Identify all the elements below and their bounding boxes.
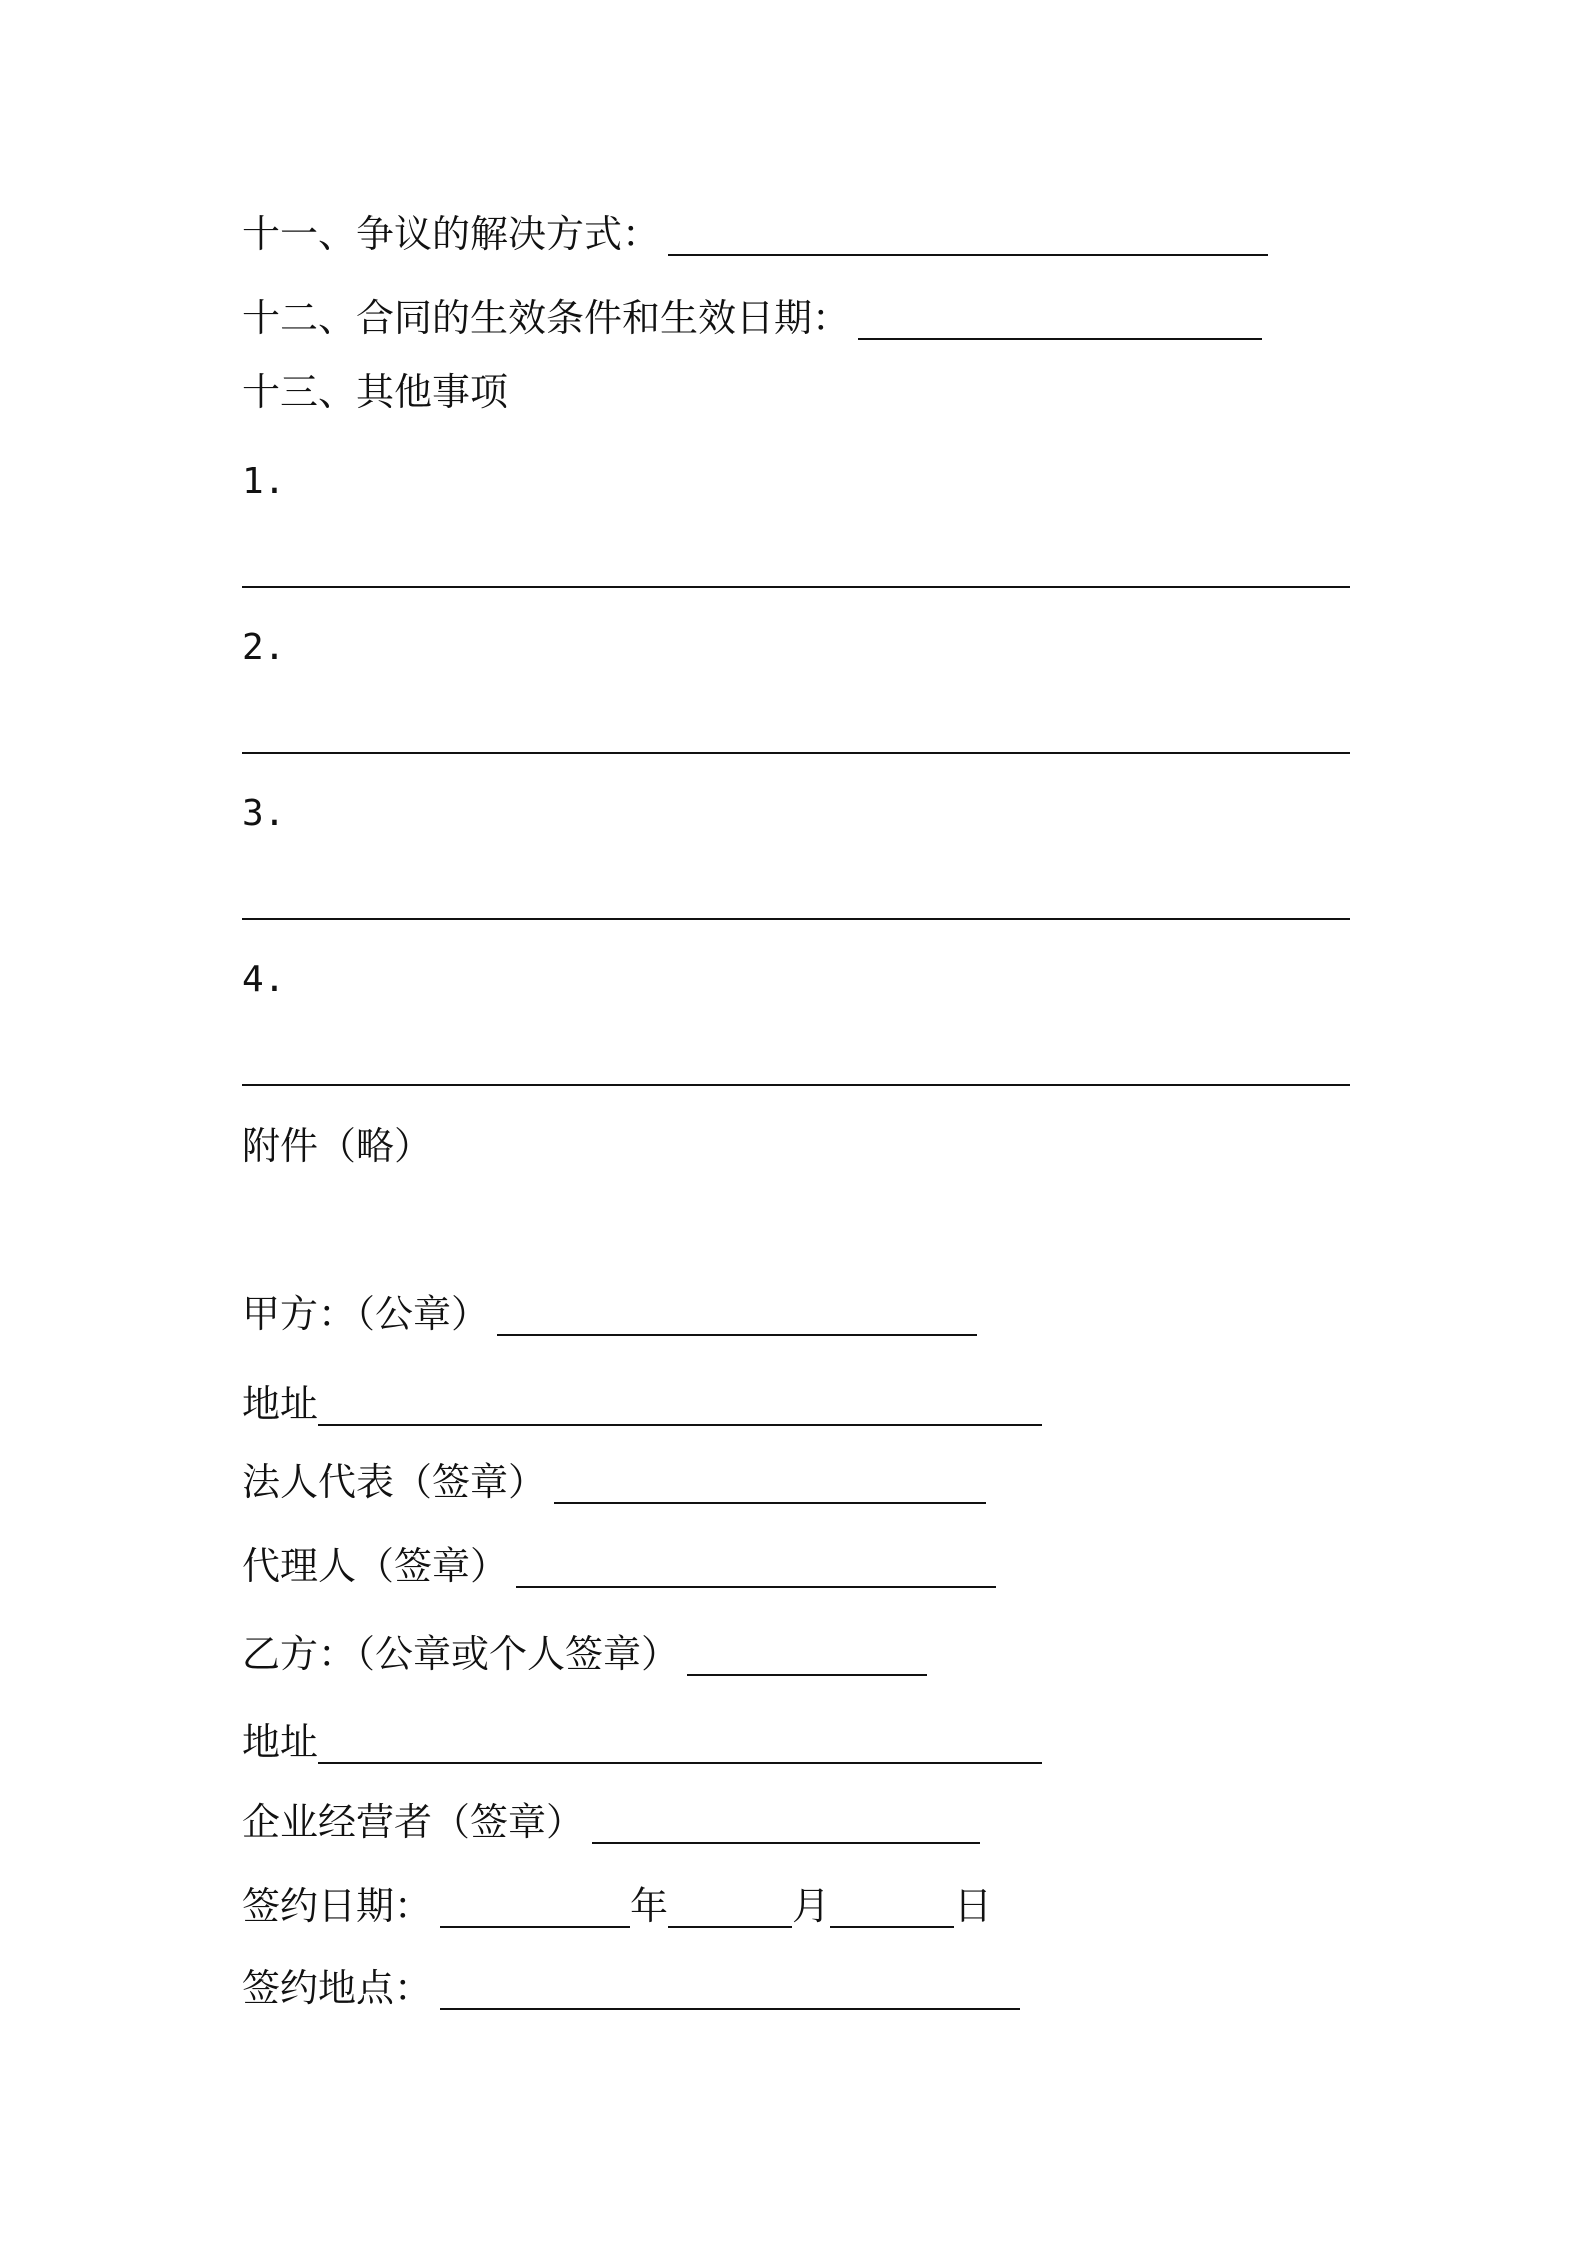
other-item-number: 1. [242, 461, 286, 502]
day-label: 日 [954, 1884, 993, 1928]
other-item-3-blank[interactable] [242, 918, 1350, 920]
effective-conditions-row [242, 294, 1262, 342]
legal-rep-row [242, 1458, 986, 1506]
other-item-1 [242, 458, 285, 506]
other-item-1-blank[interactable] [242, 586, 1350, 588]
other-matters-row [242, 368, 508, 416]
month-label: 月 [792, 1884, 831, 1928]
party-a-address-row [242, 1380, 1042, 1428]
party-b-seal-blank[interactable] [687, 1638, 927, 1676]
effective-conditions-blank[interactable] [858, 302, 1262, 340]
signing-place-label: 签约地点： [242, 1966, 433, 2010]
legal-rep-label: 法人代表（签章） [242, 1460, 547, 1504]
operator-blank[interactable] [592, 1806, 980, 1844]
legal-rep-blank[interactable] [554, 1466, 986, 1504]
signing-date-label: 签约日期： [242, 1884, 433, 1928]
signing-place-blank[interactable] [440, 1972, 1020, 2010]
party-b-row [242, 1630, 927, 1678]
signing-day-blank[interactable] [830, 1890, 954, 1928]
other-item-number: 2. [242, 627, 286, 668]
party-a-seal-blank[interactable] [497, 1298, 977, 1336]
operator-label: 企业经营者（签章） [242, 1800, 585, 1844]
party-b-address-row [242, 1718, 1042, 1766]
dispute-resolution-blank[interactable] [668, 218, 1268, 256]
party-b-label: 乙方：（公章或个人签章） [242, 1632, 680, 1676]
other-item-number: 3. [242, 793, 286, 834]
party-b-address-blank[interactable] [318, 1726, 1042, 1764]
party-a-label: 甲方：（公章） [242, 1292, 490, 1336]
signing-month-blank[interactable] [668, 1890, 792, 1928]
agent-blank[interactable] [516, 1550, 996, 1588]
operator-row [242, 1798, 980, 1846]
party-a-address-blank[interactable] [318, 1388, 1042, 1426]
party-a-row [242, 1290, 977, 1338]
other-matters-heading: 十三、其他事项 [242, 370, 509, 414]
agent-row [242, 1542, 996, 1590]
dispute-resolution-label: 十一、争议的解决方式： [242, 212, 661, 256]
other-item-2 [242, 624, 285, 672]
other-item-number: 4. [242, 959, 286, 1000]
agent-label: 代理人（签章） [242, 1544, 509, 1588]
other-item-2-blank[interactable] [242, 752, 1350, 754]
other-item-4-blank[interactable] [242, 1084, 1350, 1086]
party-a-address-label: 地址 [242, 1382, 319, 1426]
other-item-4 [242, 956, 285, 1004]
party-b-address-label: 地址 [242, 1720, 319, 1764]
dispute-resolution-row [242, 210, 1268, 258]
attachment-label: 附件（略） [242, 1124, 433, 1168]
signing-year-blank[interactable] [440, 1890, 630, 1928]
effective-conditions-label: 十二、合同的生效条件和生效日期： [242, 296, 851, 340]
signing-date-row [242, 1882, 992, 1930]
signing-place-row [242, 1964, 1020, 2012]
attachment-row [242, 1122, 432, 1170]
year-label: 年 [630, 1884, 669, 1928]
other-item-3 [242, 790, 285, 838]
